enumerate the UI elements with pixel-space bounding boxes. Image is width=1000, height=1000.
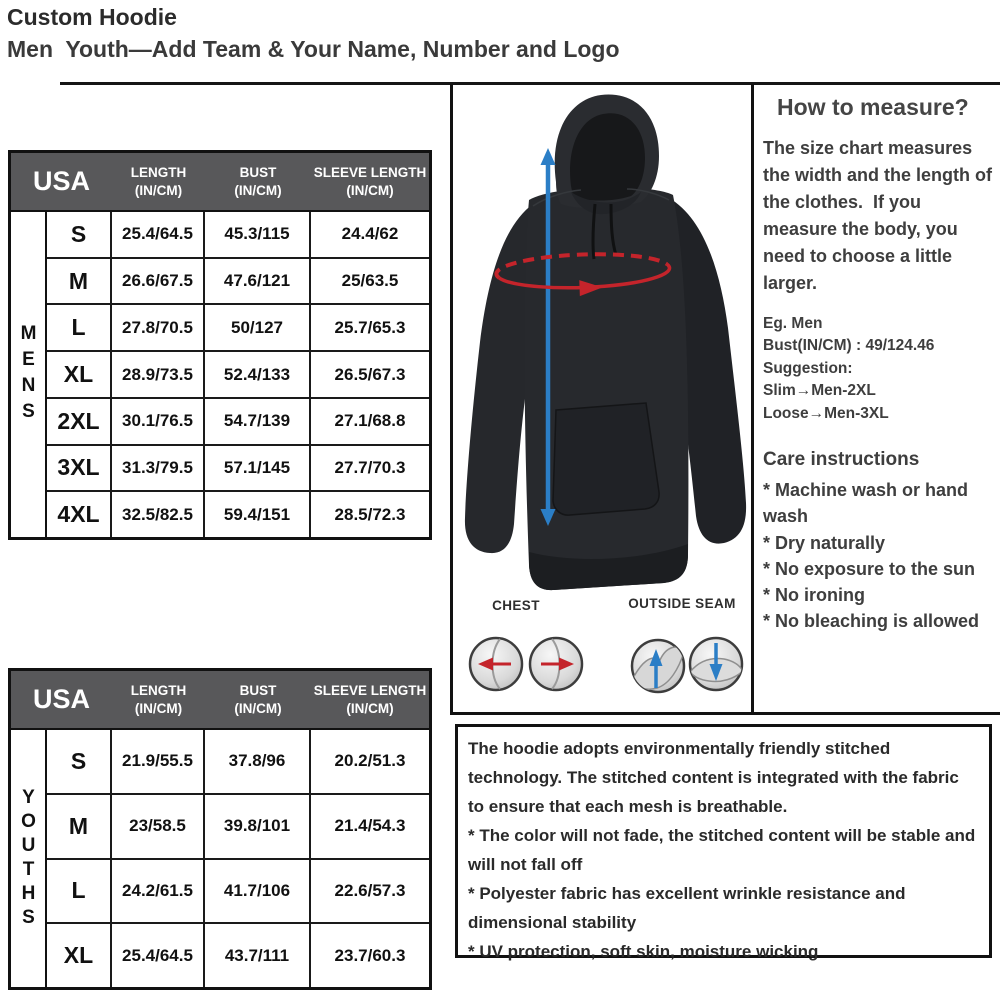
chest-label: CHEST [492,598,540,613]
hoodie-panel-right-border [751,84,754,715]
length-cell: 30.1/76.5 [112,399,205,444]
column-header-length [112,682,205,717]
column-header-sleeve-label: SLEEVE LENGTH [313,682,427,698]
column-header-length-unit: (IN/CM) [134,700,183,716]
size-cell: 3XL [47,446,112,491]
measure-example [763,313,996,425]
length-cell: 25.4/64.5 [112,924,205,987]
bust-cell: 52.4/133 [205,352,311,397]
measure-heading: How to measure? [777,94,969,120]
size-cell: S [47,212,112,257]
sleeve-cell: 25.7/65.3 [334,317,406,337]
table-row [47,352,429,399]
outside-seam-label: OUTSIDE SEAM [628,596,736,611]
mens-group-label: MENS [18,322,39,427]
column-header-bust-label: BUST [239,164,277,180]
bust-cell: 37.8/96 [205,730,311,793]
mens-size-table [8,150,432,540]
bust-cell: 41.7/106 [205,860,311,923]
table-row [47,212,429,259]
size-cell: M [47,795,112,858]
table-row [47,305,429,352]
table-row [47,399,429,446]
column-header-length-label: LENGTH [130,164,187,180]
care-heading: Care instructions [763,449,920,471]
table-row [47,259,429,306]
column-header-bust-unit: (IN/CM) [234,182,282,198]
sleeve-cell: 21.4/54.3 [334,816,406,836]
sleeve-cell: 27.7/70.3 [334,457,406,477]
size-cell: L [47,305,112,350]
column-header-bust [205,164,311,199]
sleeve-cell: 20.2/51.3 [334,751,406,771]
mens-table-body [11,212,429,537]
care-list [763,477,996,634]
size-cell: M [47,259,112,304]
table-row [47,795,429,860]
example-line: Slim→Men-2XL [763,382,876,400]
seam-measure-icon-down [690,638,743,690]
header-divider [60,82,1000,85]
youths-table-body [11,730,429,987]
youths-table-header-row [11,671,429,730]
column-header-sleeve [311,682,429,717]
column-header-sleeve [311,164,429,199]
care-item: * No bleaching is allowed [763,610,980,631]
bust-cell: 39.8/101 [205,795,311,858]
example-line: Loose→Men-3XL [763,404,889,422]
column-header-usa: USA [32,684,90,714]
size-cell: 2XL [47,399,112,444]
example-line: Eg. Men [763,315,823,332]
bust-cell: 57.1/145 [205,446,311,491]
measure-panel [763,94,996,634]
size-cell: 4XL [47,492,112,537]
length-cell: 25.4/64.5 [112,212,205,257]
measure-intro: The size chart measures the width and the length of the clothes. If you measure the body, you need to choose a little larger. [763,138,997,293]
length-cell: 26.6/67.5 [112,259,205,304]
mens-rows [47,212,429,537]
sleeve-cell: 22.6/57.3 [334,880,406,900]
youths-size-table [8,668,432,990]
sleeve-cell: 28.5/72.3 [334,504,406,524]
table-row [47,924,429,987]
table-row [47,860,429,925]
sleeve-cell: 27.1/68.8 [334,411,406,431]
bust-cell: 50/127 [205,305,311,350]
column-header-bust-label: BUST [239,682,277,698]
care-item: * No ironing [763,584,865,605]
bust-cell: 47.6/121 [205,259,311,304]
column-header-bust-unit: (IN/CM) [234,700,282,716]
bust-cell: 43.7/111 [205,924,311,987]
length-cell: 28.9/73.5 [112,352,205,397]
mens-table-header-row [11,153,429,212]
column-header-sleeve-unit: (IN/CM) [346,700,394,716]
info-box [455,724,992,961]
page-title: Custom Hoodie [7,4,177,30]
size-cell: L [47,860,112,923]
info-paragraph: * Polyester fabric has excellent wrinkle resistance and dimensional stability [468,884,906,932]
length-cell: 24.2/61.5 [112,860,205,923]
care-item: * Dry naturally [763,532,886,553]
seam-measure-icon-up [631,640,684,692]
sleeve-cell: 24.4/62 [341,224,399,244]
length-cell: 21.9/55.5 [112,730,205,793]
hoodie-illustration [465,95,746,591]
info-paragraph: * The color will not fade, the stitched content will be stable and will not fall off [468,826,976,874]
hoodie-image [453,86,751,710]
bust-cell: 54.7/139 [205,399,311,444]
care-item: * No exposure to the sun [763,558,976,579]
length-cell: 27.8/70.5 [112,305,205,350]
table-row [47,730,429,795]
length-cell: 31.3/79.5 [112,446,205,491]
sleeve-cell: 23.7/60.3 [334,945,406,965]
example-line: Bust(IN/CM) : 49/124.46 [763,337,935,355]
info-paragraph: The hoodie adopts environmentally friendly stitched technology. The stitched content is integrated with the fabric to ensure that each mesh is breathable. [468,739,959,816]
column-header-length [112,164,205,199]
column-header-length-unit: (IN/CM) [134,182,183,198]
sleeve-cell: 25/63.5 [341,271,399,291]
chest-measure-icon-right [530,638,582,690]
column-header-sleeve-label: SLEEVE LENGTH [313,164,427,180]
info-paragraph: * UV protection, soft skin, moisture wicking [468,942,819,961]
mens-group-cell [11,212,47,537]
bust-cell: 45.3/115 [205,212,311,257]
youths-rows [47,730,429,987]
size-cell: S [47,730,112,793]
youths-group-label: YOUTHS [18,786,39,931]
size-cell: XL [47,924,112,987]
page-subtitle: Men Youth—Add Team & Your Name, Number and Logo [7,36,620,62]
example-line: Suggestion: [763,359,853,377]
column-header-usa: USA [32,166,90,196]
column-header-bust [205,682,311,717]
youths-group-cell [11,730,47,987]
length-cell: 23/58.5 [112,795,205,858]
column-header-sleeve-unit: (IN/CM) [346,182,394,198]
table-row [47,446,429,493]
care-item: * Machine wash or hand wash [763,480,969,527]
column-header-length-label: LENGTH [130,682,187,698]
chest-measure-icon-left [470,638,522,690]
length-cell: 32.5/82.5 [112,492,205,537]
sleeve-cell: 26.5/67.3 [334,364,406,384]
hoodie-panel-bottom-border [450,712,1000,715]
size-cell: XL [47,352,112,397]
bust-cell: 59.4/151 [205,492,311,537]
table-row [47,492,429,537]
